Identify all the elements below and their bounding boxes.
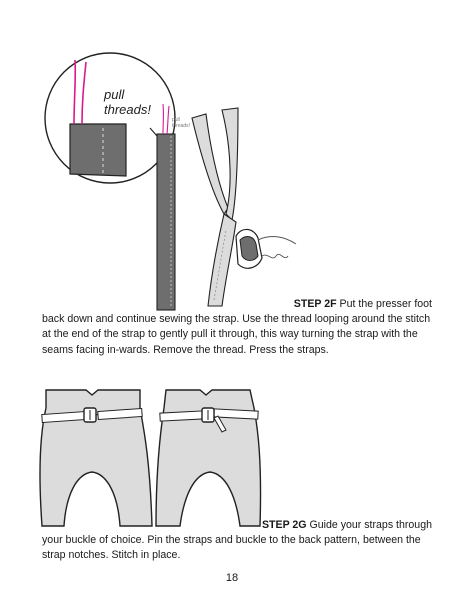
long-strap <box>157 104 190 310</box>
step-2g-first-text: Guide your straps through <box>309 519 432 531</box>
strap-detail <box>70 124 126 176</box>
sewing-thread <box>258 237 296 244</box>
step-2f-first-line <box>42 297 432 312</box>
small-label-line2: threads! <box>172 123 191 129</box>
pants-back-left <box>40 390 152 526</box>
callout-circle-group <box>45 53 175 183</box>
step-2g-label: STEP 2G <box>261 519 307 531</box>
thread-loop <box>262 254 288 258</box>
step-2g-text: your buckle of choice. Pin the straps and buckle to the back pattern, between the strap notches. Stitch in place. <box>42 534 421 562</box>
page-number: 18 <box>225 572 239 584</box>
step-2f-first-text: Put the presser foot <box>339 298 432 310</box>
step-2f-label: STEP 2F <box>293 298 337 310</box>
step-2g-paragraph <box>42 518 432 564</box>
strap-right-a <box>160 411 204 421</box>
folded-strap <box>192 108 296 306</box>
step-2g-first-line <box>42 518 432 533</box>
callout-label-line1: pull <box>104 87 125 102</box>
small-label-line1: pull <box>172 117 180 123</box>
strap-right-b <box>214 409 258 419</box>
callout-label-line2: threads! <box>104 102 151 117</box>
step-2f-text: back down and continue sewing the strap. Use the thread looping around the stitch at the end of the strap to gently pull it through, this way turning the strap with the seams facing in-wards. Remove the thread. Press the straps. <box>42 313 431 356</box>
step-2f-paragraph <box>42 297 432 358</box>
pants-back-right <box>156 390 261 526</box>
